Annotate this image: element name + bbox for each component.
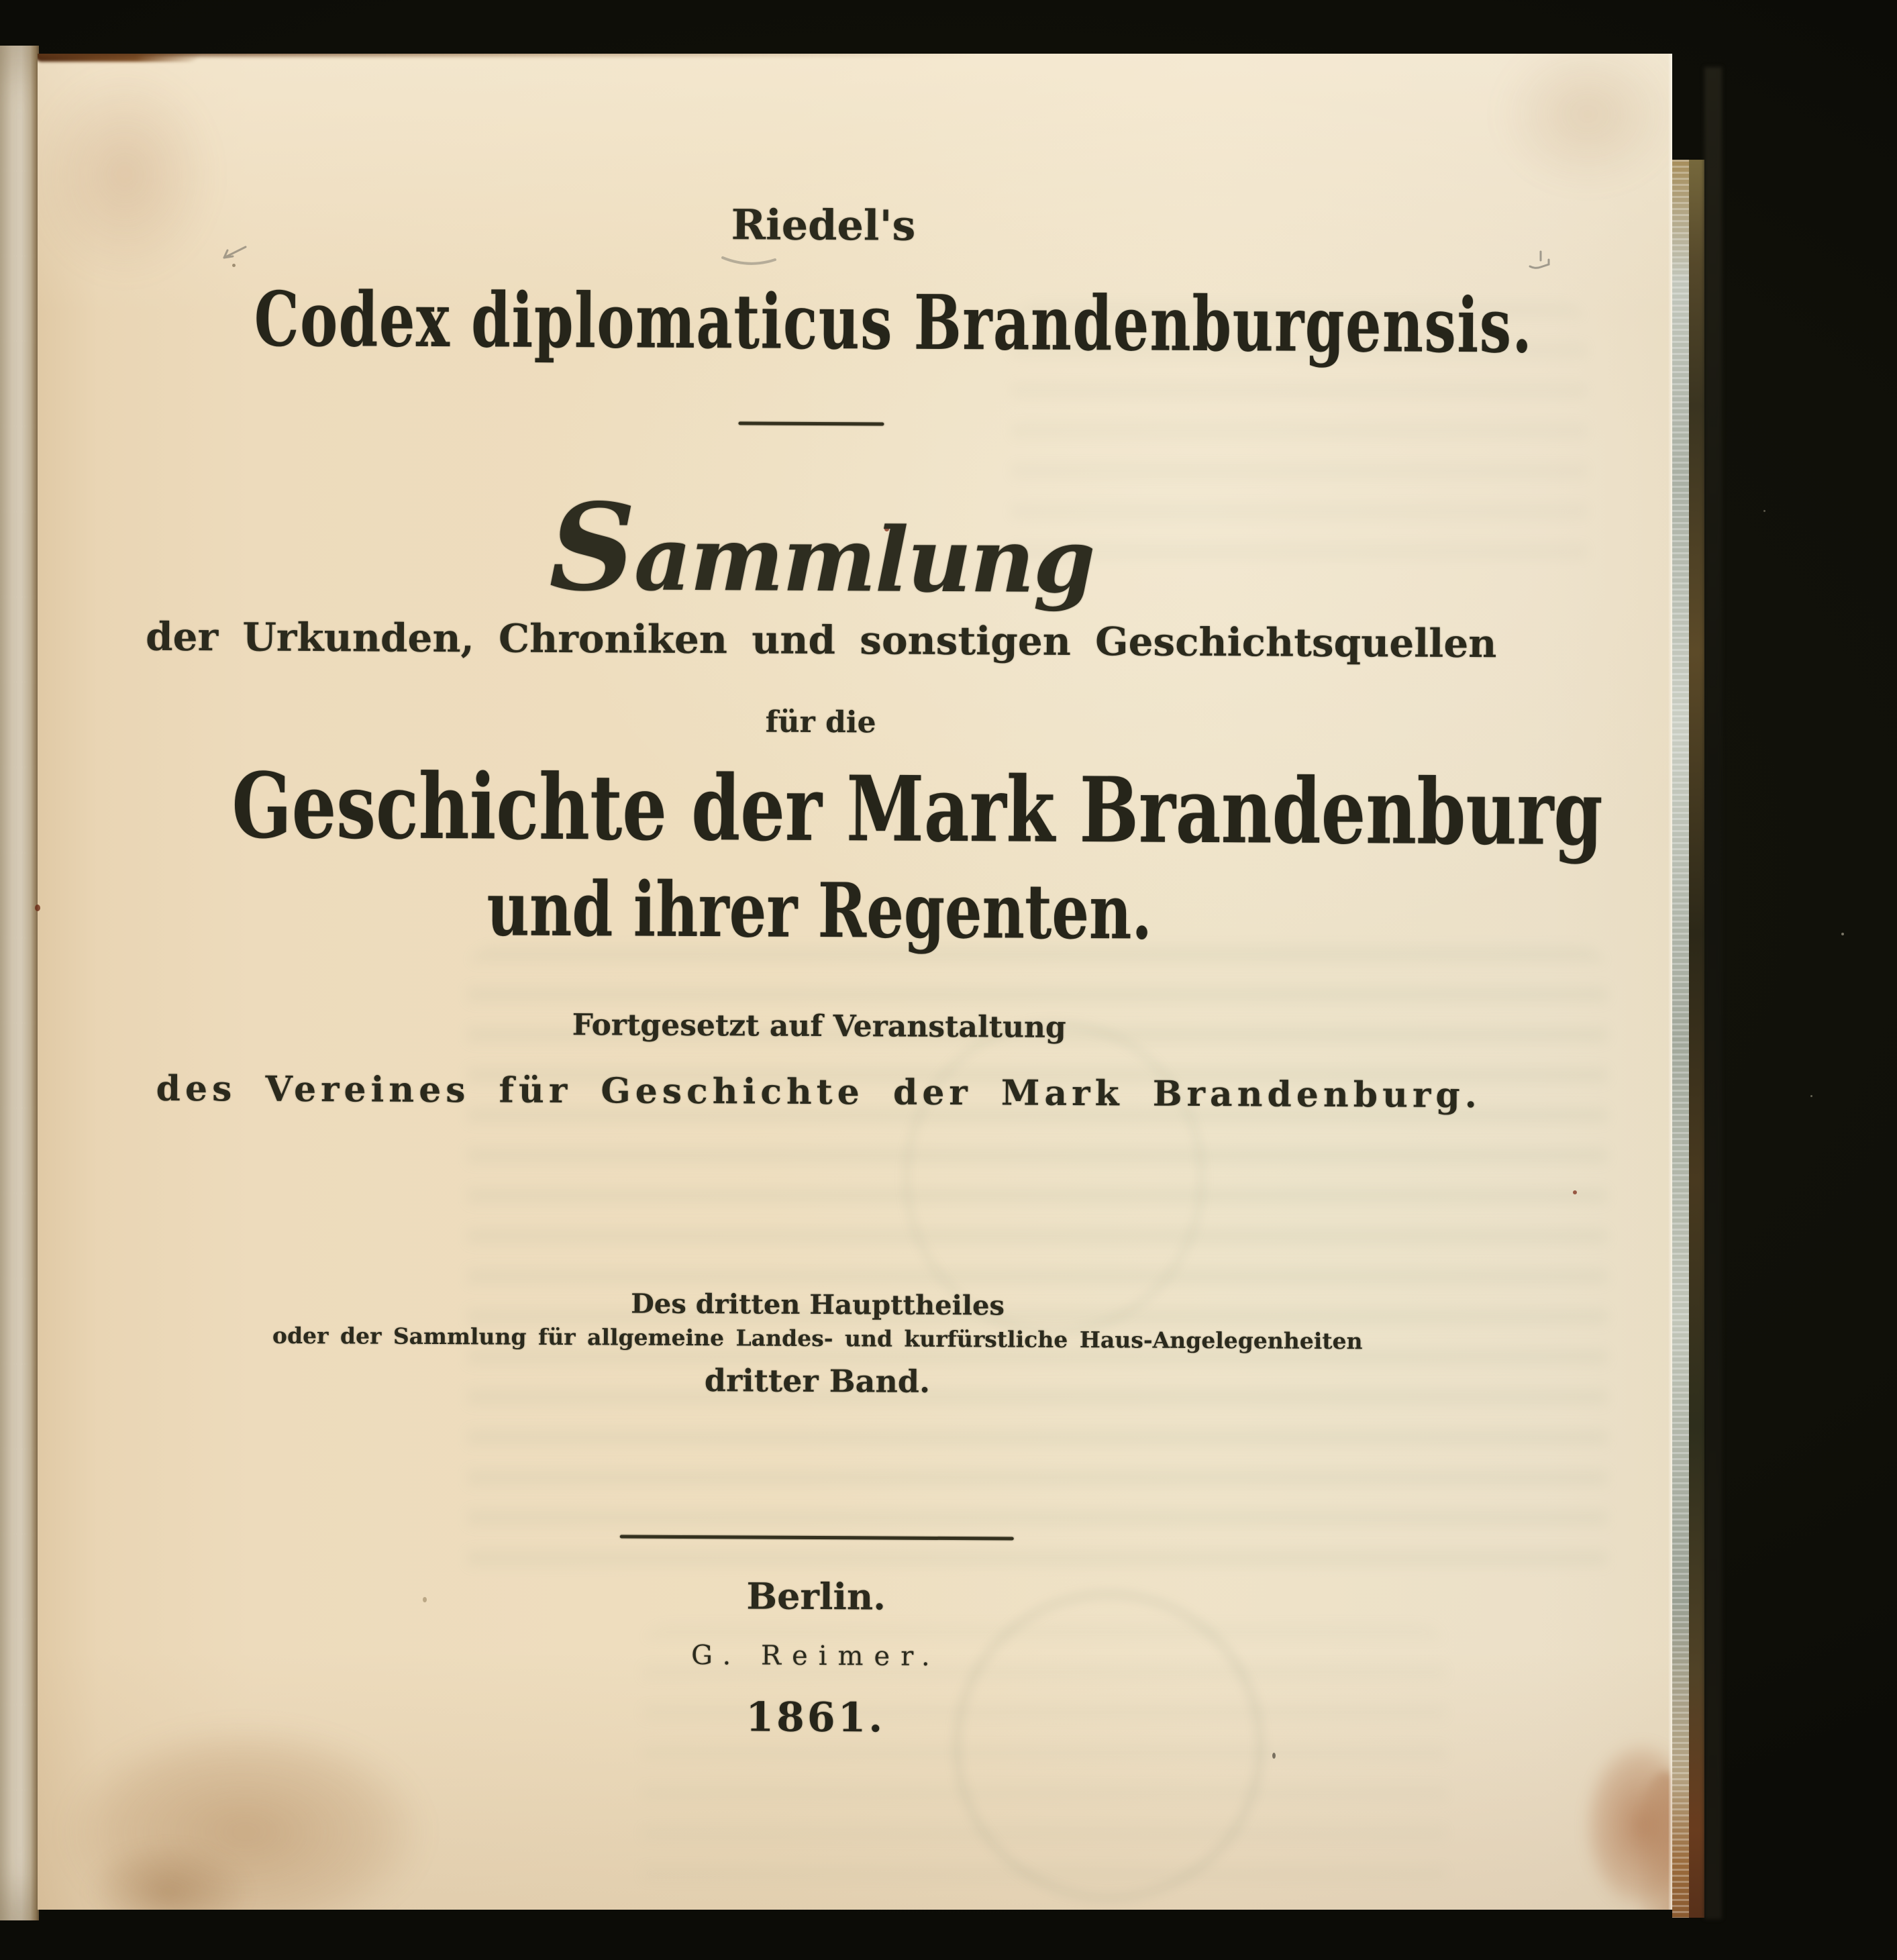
subject-title-second-line: und ihrer Regenten. (486, 865, 1153, 957)
part-statement-line-2: oder der Sammlung für allgemeine Landes- und kurfürstliche Haus-Angelegenheiten (272, 1322, 1363, 1355)
book-fore-edge (1672, 160, 1704, 1918)
part-statement-line-1: Des dritten Haupttheiles (631, 1288, 1005, 1322)
cover-shadow-strip (1704, 67, 1722, 1919)
collection-title: Sammlung (548, 477, 1094, 619)
imprint-year: 1861. (746, 1694, 886, 1742)
page-block-edge (1672, 160, 1689, 1918)
subject-title: Geschichte der Mark Brandenburg (232, 752, 1603, 866)
collection-subtitle: der Urkunden, Chroniken und sonstigen Geschichtsquellen (145, 613, 1497, 667)
for-the-line: für die (765, 705, 876, 740)
imprint-place: Berlin. (746, 1574, 886, 1618)
title-page (38, 54, 1672, 1910)
dust-speck (1763, 510, 1765, 512)
divider-rule (738, 421, 884, 425)
cover-board-edge (1689, 160, 1704, 1918)
imprint-rule (620, 1535, 1014, 1540)
dust-speck (1841, 933, 1844, 935)
foxing-speck (35, 905, 40, 911)
flyleaf-page-edge (0, 46, 39, 1920)
imprint-publisher: G. Reimer. (690, 1640, 941, 1672)
dust-speck (1810, 1095, 1812, 1097)
letterpress-text-block (38, 54, 1606, 1910)
author-series-line: Riedel's (731, 200, 916, 250)
main-title: Codex diplomaticus Brandenburgensis. (254, 275, 1533, 370)
continuation-line-1: Fortgesetzt auf Veranstaltung (572, 1008, 1066, 1045)
continuation-line-2: des Vereines für Geschichte der Mark Brandenburg. (156, 1068, 1482, 1117)
part-statement-line-3: dritter Band. (704, 1362, 931, 1400)
